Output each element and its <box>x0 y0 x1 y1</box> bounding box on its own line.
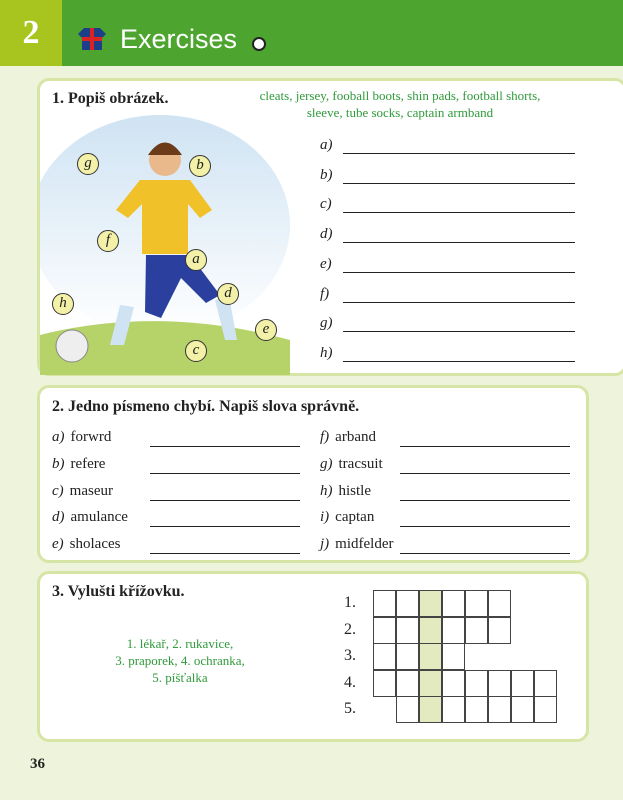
item-label: h) <box>320 482 333 499</box>
crossword-clues <box>70 635 290 686</box>
answer-line[interactable] <box>343 302 575 303</box>
crossword-cell[interactable] <box>465 696 488 723</box>
answer-label: a) <box>320 137 333 153</box>
crossword-cell[interactable] <box>488 696 511 723</box>
crossword-cell[interactable] <box>396 590 419 617</box>
item-label: e) <box>52 536 64 553</box>
crossword-cell[interactable] <box>534 670 557 697</box>
item-label: g) <box>320 455 333 472</box>
scrambled-word <box>320 456 383 473</box>
item-label: a) <box>52 429 65 445</box>
scrambled-word <box>52 483 113 500</box>
crossword-cell[interactable] <box>419 643 442 670</box>
crossword-cell[interactable] <box>419 617 442 644</box>
word: sholaces <box>69 536 121 553</box>
answer-line[interactable] <box>150 500 300 501</box>
answer-line[interactable] <box>150 473 300 474</box>
crossword-cell[interactable] <box>488 617 511 644</box>
answer-line[interactable] <box>400 473 570 474</box>
word: refere <box>70 455 106 472</box>
answer-line[interactable] <box>150 553 300 554</box>
footballer-picture <box>40 115 290 375</box>
item-label: j) <box>320 536 330 553</box>
picture-label: f <box>97 230 119 252</box>
picture-label: e <box>255 319 277 341</box>
crossword-cell[interactable] <box>419 590 442 617</box>
crossword-cell[interactable] <box>442 590 465 617</box>
answer-label: h) <box>320 344 333 361</box>
picture-label: d <box>217 283 239 305</box>
item-label: f) <box>320 429 330 445</box>
crossword-cell[interactable] <box>373 670 396 697</box>
crossword-cell[interactable] <box>442 670 465 697</box>
clue-line: 1. lékař, 2. rukavice, <box>126 636 234 651</box>
answer-label: c) <box>320 196 332 213</box>
word: histle <box>338 482 371 499</box>
crossword-cell[interactable] <box>534 696 557 723</box>
word: forwrd <box>70 429 112 445</box>
word-bank-line: sleeve, tube socks, captain armband <box>306 105 494 120</box>
crossword-cell[interactable] <box>465 617 488 644</box>
unit-number: 2 <box>0 0 62 66</box>
scrambled-word <box>320 483 371 500</box>
scrambled-word <box>52 509 128 526</box>
crossword-cell[interactable] <box>488 670 511 697</box>
picture-label: g <box>77 153 99 175</box>
row-number: 5. <box>344 700 356 718</box>
word: maseur <box>69 482 113 499</box>
item-label: c) <box>52 482 64 499</box>
uk-jersey-icon <box>78 26 106 52</box>
scrambled-word <box>52 429 111 446</box>
answer-line[interactable] <box>150 526 300 527</box>
crossword-cell[interactable] <box>442 643 465 670</box>
crossword-cell[interactable] <box>511 696 534 723</box>
crossword-cell[interactable] <box>419 696 442 723</box>
crossword-cell[interactable] <box>442 617 465 644</box>
exercise-3-title: 3. Vylušti křížovku. <box>52 583 185 600</box>
answer-line[interactable] <box>343 153 575 154</box>
crossword-cell[interactable] <box>373 617 396 644</box>
football-icon <box>252 37 266 51</box>
crossword-cell[interactable] <box>396 670 419 697</box>
scrambled-word <box>52 456 105 473</box>
crossword-cell[interactable] <box>465 590 488 617</box>
answer-label: g) <box>320 315 333 332</box>
answer-line[interactable] <box>343 183 575 184</box>
answer-line[interactable] <box>150 446 300 447</box>
crossword-cell[interactable] <box>419 670 442 697</box>
scrambled-word <box>320 509 374 526</box>
word: arband <box>335 429 376 445</box>
scrambled-word <box>52 536 120 553</box>
answer-label: b) <box>320 166 333 183</box>
row-number: 2. <box>344 620 356 638</box>
picture-label: c <box>185 340 207 362</box>
crossword-cell[interactable] <box>373 590 396 617</box>
crossword-cell[interactable] <box>465 670 488 697</box>
picture-label: b <box>189 155 211 177</box>
crossword-cell[interactable] <box>396 617 419 644</box>
crossword-cell[interactable] <box>396 643 419 670</box>
answer-line[interactable] <box>343 272 575 273</box>
answer-line[interactable] <box>343 242 575 243</box>
word-bank-line: cleats, jersey, fooball boots, shin pads, football shorts, <box>259 88 541 103</box>
answer-line[interactable] <box>343 361 575 362</box>
row-number: 1. <box>344 594 356 611</box>
row-number: 4. <box>344 673 356 691</box>
answer-label: e) <box>320 255 332 272</box>
exercise-2-title: 2. Jedno písmeno chybí. Napiš slova správně. <box>52 398 360 415</box>
word: tracsuit <box>338 455 383 472</box>
answer-line[interactable] <box>400 500 570 501</box>
word: captan <box>335 509 375 526</box>
crossword-cell[interactable] <box>396 696 419 723</box>
page-title: Exercises <box>120 24 238 54</box>
answer-line[interactable] <box>400 526 570 527</box>
clue-line: 3. praporek, 4. ochranka, <box>115 653 245 668</box>
picture-label: h <box>52 293 74 315</box>
crossword-cell[interactable] <box>511 670 534 697</box>
answer-label: d) <box>320 226 333 243</box>
page-number: 36 <box>30 756 45 772</box>
item-label: d) <box>52 509 65 526</box>
word: amulance <box>70 509 128 526</box>
answer-line[interactable] <box>343 212 575 213</box>
item-label: b) <box>52 455 65 472</box>
word: midfelder <box>335 536 394 553</box>
exercise-1-title: 1. Popiš obrázek. <box>52 90 169 107</box>
clue-line: 5. píšťalka <box>152 670 208 685</box>
item-label: i) <box>320 509 330 526</box>
answer-line[interactable] <box>400 553 570 554</box>
crossword-cell[interactable] <box>373 643 396 670</box>
answer-label: f) <box>320 285 330 302</box>
row-number: 3. <box>344 647 356 665</box>
crossword-cell[interactable] <box>488 590 511 617</box>
crossword-cell[interactable] <box>442 696 465 723</box>
scrambled-word <box>320 429 376 446</box>
scrambled-word <box>320 536 393 553</box>
answer-line[interactable] <box>400 446 570 447</box>
answer-line[interactable] <box>343 331 575 332</box>
picture-label: a <box>185 249 207 271</box>
